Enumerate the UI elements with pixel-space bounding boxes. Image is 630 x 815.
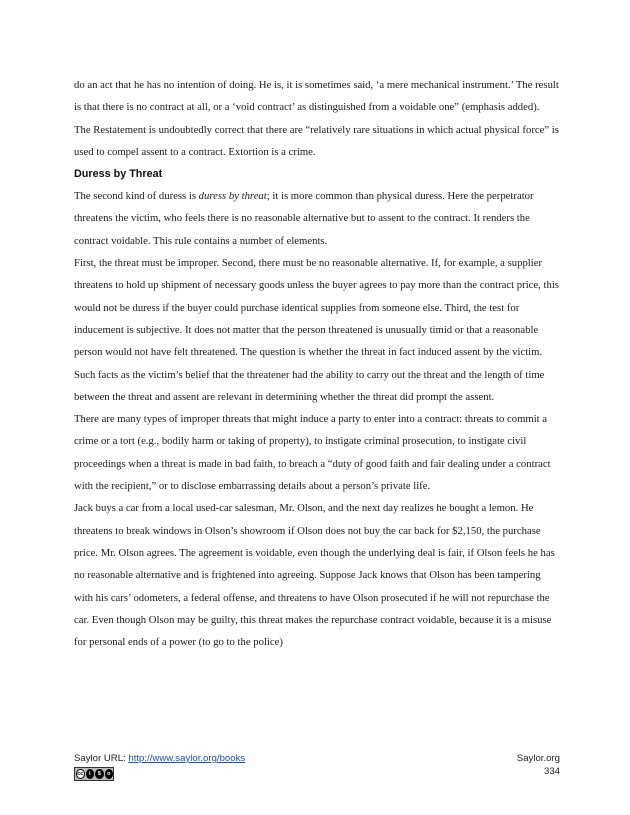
attribution-icon: i — [86, 769, 95, 779]
paragraph — [74, 185, 560, 252]
emphasis-text: duress by threat — [198, 190, 267, 203]
page-body — [74, 74, 560, 653]
text-run: ; it is more common than physical duress. Here the perpetrator threatens the victim, who feels there is no reasonable alternative but to assent to the contract. It renders the contract voidable. This rule contains a number of elements. — [74, 190, 534, 247]
paragraph: There are many types of improper threats that might induce a party to enter into a contract: threats to commit a crime or a tort (e.g., bodily harm or taking of property), to instigate criminal prosecution, to instigate civil proceedings when a threat is made in bad faith, to breach a “duty of good faith and fair dealing under a contract with the recipient,” or to disclose embarrassing details about a person’s private life. — [74, 413, 551, 493]
page-number: 334 — [543, 766, 560, 777]
section-heading: Duress by Threat — [74, 168, 163, 181]
paragraph: First, the threat must be improper. Second, there must be no reasonable alternative. If, for example, a supplier threatens to hold up shipment of necessary goods unless the buyer agrees to pay more than the contract price, this would not be duress if the buyer could purchase identical supplies from someone else. Third, the test for inducement is subjective. It does not matter that the person threatened is unusually timid or that a reasonable person would not have felt threatened. The question is whether the threat in fact induced assent by the victim. Such facts as the victim’s belief that the threatener had the ability to carry out the threat and the length of time between the threat and assent are relevant in determining whether the threat did prompt the assent. — [74, 257, 559, 403]
footer-source — [74, 752, 245, 765]
footer-site-info — [517, 752, 560, 778]
footer-url-label: Saylor URL: — [74, 753, 129, 764]
creative-commons-by-nc-sa-icon[interactable] — [74, 767, 114, 781]
noncommercial-icon: $ — [95, 769, 104, 779]
footer-site-name: Saylor.org — [516, 753, 560, 764]
paragraph: Jack buys a car from a local used-car salesman, Mr. Olson, and the next day realizes he bought a lemon. He threatens to break windows in Olson’s showroom if Olson does not buy the car back for $2,150, the purchase price. Mr. Olson agrees. The agreement is voidable, even though the underlying deal is fair, if Olson feels he has no reasonable alternative and is frightened into agreeing. Suppose Jack knows that Olson has been tampering with his cars’ odometers, a federal offense, and threatens to have Olson prosecuted if he will not repurchase the car. Even though Olson may be guilty, this threat makes the repurchase contract voidable, because it is a misuse for personal ends of a power (to go to the police) — [74, 502, 555, 649]
sharealike-icon: o — [105, 769, 114, 779]
text-run: The second kind of duress is — [74, 190, 199, 203]
saylor-books-link[interactable]: http://www.saylor.org/books — [128, 753, 246, 764]
cc-icon: cc — [77, 771, 84, 777]
paragraph: do an act that he has no intention of doing. He is, it is sometimes said, ‘a mere mechanical instrument.’ The result is that there is no contract at all, or a ‘void contract’ as distinguished from a voidable one” (emphasis added). — [74, 79, 559, 114]
paragraph: The Restatement is undoubtedly correct that there are “relatively rare situations in which actual physical force” is used to compel assent to a contract. Extortion is a crime. — [74, 123, 559, 158]
